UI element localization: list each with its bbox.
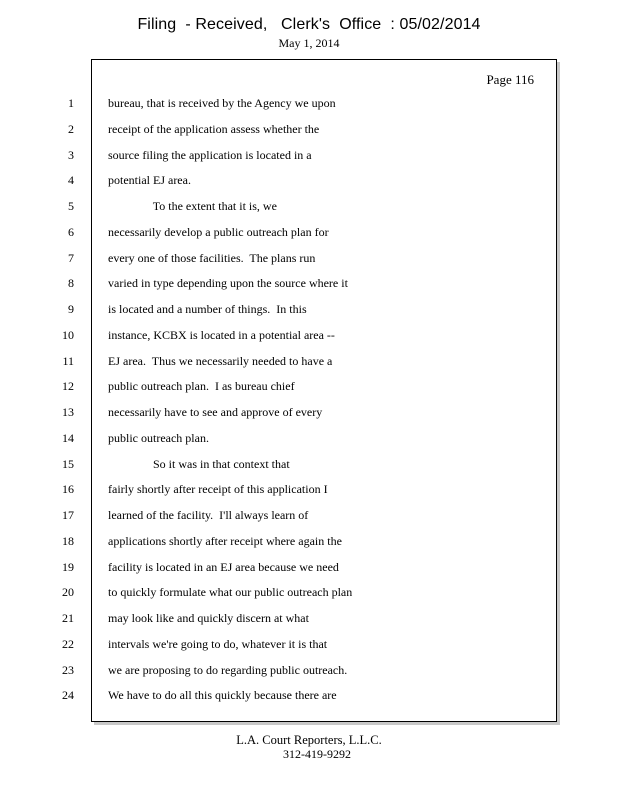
line-number: 12	[62, 379, 74, 394]
transcript-date: May 1, 2014	[278, 36, 340, 50]
page-number: Page 116	[486, 72, 534, 87]
line-number: 19	[62, 559, 74, 574]
line-text: source filing the application is located in a	[108, 147, 312, 162]
line-text: intervals we're going to do, whatever it is that	[108, 636, 328, 651]
line-text: learned of the facility. I'll always learn of	[108, 508, 309, 522]
line-number: 11	[62, 353, 74, 368]
line-text: potential EJ area.	[108, 173, 191, 188]
line-number: 18	[62, 533, 74, 548]
line-text: may look like and quickly discern at what	[108, 611, 309, 625]
line-number: 3	[68, 147, 74, 162]
line-number: 6	[68, 224, 74, 239]
line-text: every one of those facilities. The plans run	[108, 250, 316, 265]
line-number: 8	[68, 276, 74, 291]
line-text: EJ area. Thus we necessarily needed to have a	[108, 353, 333, 368]
line-text: public outreach plan.	[108, 430, 209, 445]
line-text: facility is located in an EJ area because we need	[108, 559, 339, 574]
line-number: 23	[62, 662, 74, 677]
line-text: to quickly formulate what our public outreach plan	[108, 585, 353, 600]
line-number: 1	[68, 96, 74, 110]
line-text: applications shortly after receipt where again the	[108, 533, 342, 548]
line-text: is located and a number of things. In this	[108, 302, 307, 316]
line-number: 24	[62, 688, 74, 703]
line-text: We have to do all this quickly because there are	[108, 688, 337, 703]
line-number: 16	[62, 482, 74, 497]
line-text: So it was in that context that	[108, 456, 290, 471]
line-number: 10	[62, 327, 74, 342]
line-number: 21	[62, 611, 74, 625]
filing-stamp: Filing - Received, Clerk's Office : 05/02/2014	[137, 16, 481, 33]
line-number: 20	[62, 585, 74, 600]
line-text: To the extent that it is, we	[108, 199, 277, 213]
line-text: varied in type depending upon the source where it	[108, 276, 348, 291]
court-reporter-phone: 312-419-9292	[283, 747, 351, 761]
line-text: necessarily develop a public outreach plan for	[108, 224, 329, 239]
line-number: 15	[62, 456, 74, 471]
line-text: fairly shortly after receipt of this application I	[108, 482, 328, 497]
line-text: we are proposing to do regarding public outreach.	[108, 662, 348, 677]
line-text: bureau, that is received by the Agency we upon	[108, 96, 336, 110]
line-text: public outreach plan. I as bureau chief	[108, 379, 295, 394]
line-number: 9	[68, 302, 74, 316]
line-number: 7	[68, 250, 74, 265]
line-number: 17	[62, 508, 74, 522]
line-number: 14	[62, 430, 74, 445]
line-number: 2	[68, 121, 74, 136]
line-number: 13	[62, 405, 74, 419]
transcript-page	[62, 59, 557, 722]
court-reporter-name: L.A. Court Reporters, L.L.C.	[236, 733, 382, 747]
line-text: receipt of the application assess whether the	[108, 121, 320, 136]
line-number: 5	[68, 199, 74, 213]
line-number: 4	[68, 173, 74, 188]
line-number: 22	[62, 636, 74, 651]
line-text: necessarily have to see and approve of every	[108, 405, 323, 419]
line-text: instance, KCBX is located in a potential area --	[108, 327, 335, 342]
